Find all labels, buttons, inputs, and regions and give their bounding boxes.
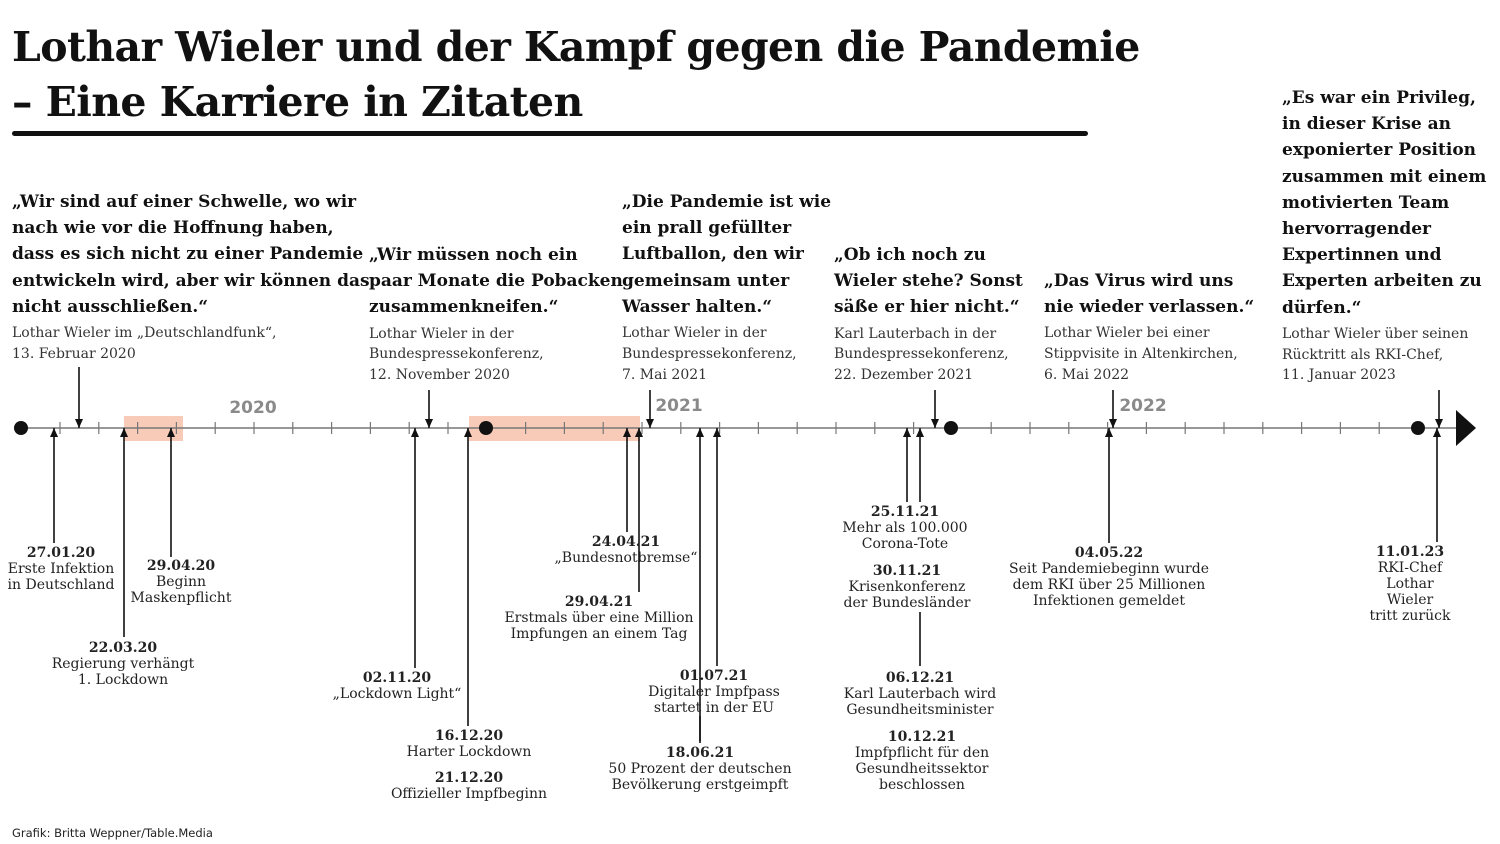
event-text: Regierung verhängt 1. Lockdown: [51, 656, 195, 688]
event-date: 22.03.20: [88, 640, 158, 656]
event-date: 11.01.23: [1375, 544, 1445, 560]
event-date: 01.07.21: [679, 668, 749, 684]
event-18-06-21: [608, 745, 791, 793]
event-01-07-21: [648, 668, 780, 716]
arrow-event-29-04-21: [635, 428, 643, 592]
event-date: 10.12.21: [887, 729, 957, 745]
year-dot-2021: [479, 421, 493, 435]
arrow-event-30-11-21: [916, 428, 924, 502]
arrow-event-04-05-22: [1105, 428, 1113, 543]
quote-text: „Wir sind auf einer Schwelle, wo wir nach wie vor die Hoffnung haben, dass es sich nicht zu einer Pandemie entwickeln wird, aber wir können das nicht ausschließen.“: [12, 192, 370, 317]
event-10-12-21: [855, 729, 989, 793]
arrow-event-22-03-20: [120, 428, 128, 637]
event-text: Erste Infektion in Deutschland: [7, 561, 115, 593]
event-text: RKI-Chef Lothar Wieler tritt zurück: [1369, 560, 1451, 624]
quote-1: [12, 189, 370, 365]
title-line-1: Lothar Wieler und der Kampf gegen die Pandemie: [12, 23, 1140, 71]
event-text: Beginn Maskenpflicht: [130, 574, 232, 606]
quote-source: Lothar Wieler in der Bundespressekonferenz, 12. November 2020: [369, 325, 544, 384]
event-16-12-20: [407, 728, 532, 760]
arrow-event-01-07-21: [713, 428, 721, 666]
quote-4: [834, 242, 1023, 386]
quote-text: „Die Pandemie ist wie ein prall gefüllter Luftballon, den wir gemeinsam unter Wasser halten.“: [622, 192, 832, 317]
year-label-2020: 2020: [229, 398, 277, 418]
quote-5: [1044, 268, 1254, 386]
event-date: 18.06.21: [665, 745, 735, 761]
event-29-04-21: [504, 594, 693, 642]
event-date: 29.04.20: [146, 558, 216, 574]
event-text: Krisenkonferenz der Bundesländer: [843, 579, 971, 611]
quote-2: [369, 242, 623, 386]
year-dot-2023: [1411, 421, 1425, 435]
event-04-05-22: [1009, 545, 1209, 609]
arrow-quote-4: [931, 390, 939, 428]
event-date: 06.12.21: [885, 670, 955, 686]
event-text: Impfpflicht für den Gesundheitssektor beschlossen: [854, 745, 990, 793]
arrow-event-02-11-20: [411, 428, 419, 668]
event-06-12-21: [844, 670, 996, 718]
year-label-2022: 2022: [1119, 396, 1167, 416]
event-date: 21.12.20: [434, 770, 504, 786]
event-text: Seit Pandemiebeginn wurde dem RKI über 25 Millionen Infektionen gemeldet: [1009, 561, 1209, 609]
quote-source: Lothar Wieler bei einer Stippvisite in Altenkirchen, 6. Mai 2022: [1044, 325, 1238, 383]
event-text: Offizieller Impfbeginn: [390, 786, 548, 802]
quote-text: „Es war ein Privileg, in dieser Krise an exponierter Position zusammen mit einem motivierten Team hervorragender Expertinnen und Experten arbeiten zu dürfen.“: [1282, 88, 1487, 318]
event-24-04-21: [555, 534, 698, 566]
quote-source: Lothar Wieler über seinen Rücktritt als RKI-Chef, 11. Januar 2023: [1282, 325, 1469, 384]
arrow-event-29-04-20: [167, 428, 175, 557]
event-date: 25.11.21: [870, 504, 940, 520]
event-11-01-23: [1365, 544, 1455, 624]
event-date: 02.11.20: [362, 670, 432, 686]
arrow-quote-5: [1109, 390, 1117, 428]
quote-3: [622, 189, 831, 385]
event-27-01-20: [8, 545, 115, 593]
year-label-2021: 2021: [655, 396, 703, 416]
event-date: 30.11.21: [872, 563, 942, 579]
quote-source: Lothar Wieler im „Deutschlandfunk“, 13. Februar 2020: [12, 325, 277, 362]
arrow-event-16-12-20: [464, 428, 472, 726]
arrow-quote-2: [425, 390, 433, 428]
arrow-quote-3: [646, 390, 654, 428]
event-25-11-21: [842, 504, 967, 552]
event-text: Digitaler Impfpass startet in der EU: [648, 684, 780, 716]
event-date: 27.01.20: [26, 545, 96, 561]
event-02-11-20: [333, 670, 462, 702]
arrow-event-11-01-23: [1433, 428, 1441, 542]
arrow-event-25-11-21: [903, 428, 911, 502]
event-date: 24.04.21: [591, 534, 661, 550]
quote-text: „Wir müssen noch ein paar Monate die Pobacken zusammenkneifen.“: [369, 245, 623, 318]
year-dot-2022: [944, 421, 958, 435]
event-text: 50 Prozent der deutschen Bevölkerung erstgeimpft: [608, 761, 792, 793]
quote-source: Lothar Wieler in der Bundespressekonferenz, 7. Mai 2021: [622, 325, 797, 383]
arrow-quote-6: [1435, 390, 1443, 428]
arrow-event-27-01-20: [50, 428, 58, 543]
event-text: „Lockdown Light“: [332, 686, 462, 702]
quote-6: [1282, 85, 1486, 386]
arrow-event-24-04-21: [623, 428, 631, 532]
event-text: Harter Lockdown: [406, 744, 532, 760]
event-text: Karl Lauterbach wird Gesundheitsminister: [843, 686, 997, 718]
quote-text: „Ob ich noch zu Wieler stehe? Sonst säße er hier nicht.“: [834, 245, 1023, 318]
event-22-03-20: [52, 640, 195, 688]
title-line-2: – Eine Karriere in Zitaten: [12, 78, 583, 126]
credit-line: Grafik: Britta Weppner/Table.Media: [12, 826, 213, 840]
event-date: 16.12.20: [434, 728, 504, 744]
event-text: Erstmals über eine Million Impfungen an einem Tag: [504, 610, 694, 642]
timeline-end-arrow: [1456, 410, 1476, 446]
quote-source: Karl Lauterbach in der Bundespressekonferenz, 22. Dezember 2021: [834, 325, 1009, 384]
event-date: 04.05.22: [1074, 545, 1144, 561]
start-dot: [14, 421, 28, 435]
quote-text: „Das Virus wird uns nie wieder verlassen.“: [1044, 271, 1255, 318]
event-date: 29.04.21: [564, 594, 634, 610]
event-text: Mehr als 100.000 Corona-Tote: [842, 520, 968, 552]
arrow-quote-1: [75, 367, 83, 428]
event-21-12-20: [391, 770, 547, 802]
event-text: „Bundesnotbremse“: [554, 550, 698, 566]
event-29-04-20: [131, 558, 232, 606]
event-30-11-21: [844, 563, 971, 611]
